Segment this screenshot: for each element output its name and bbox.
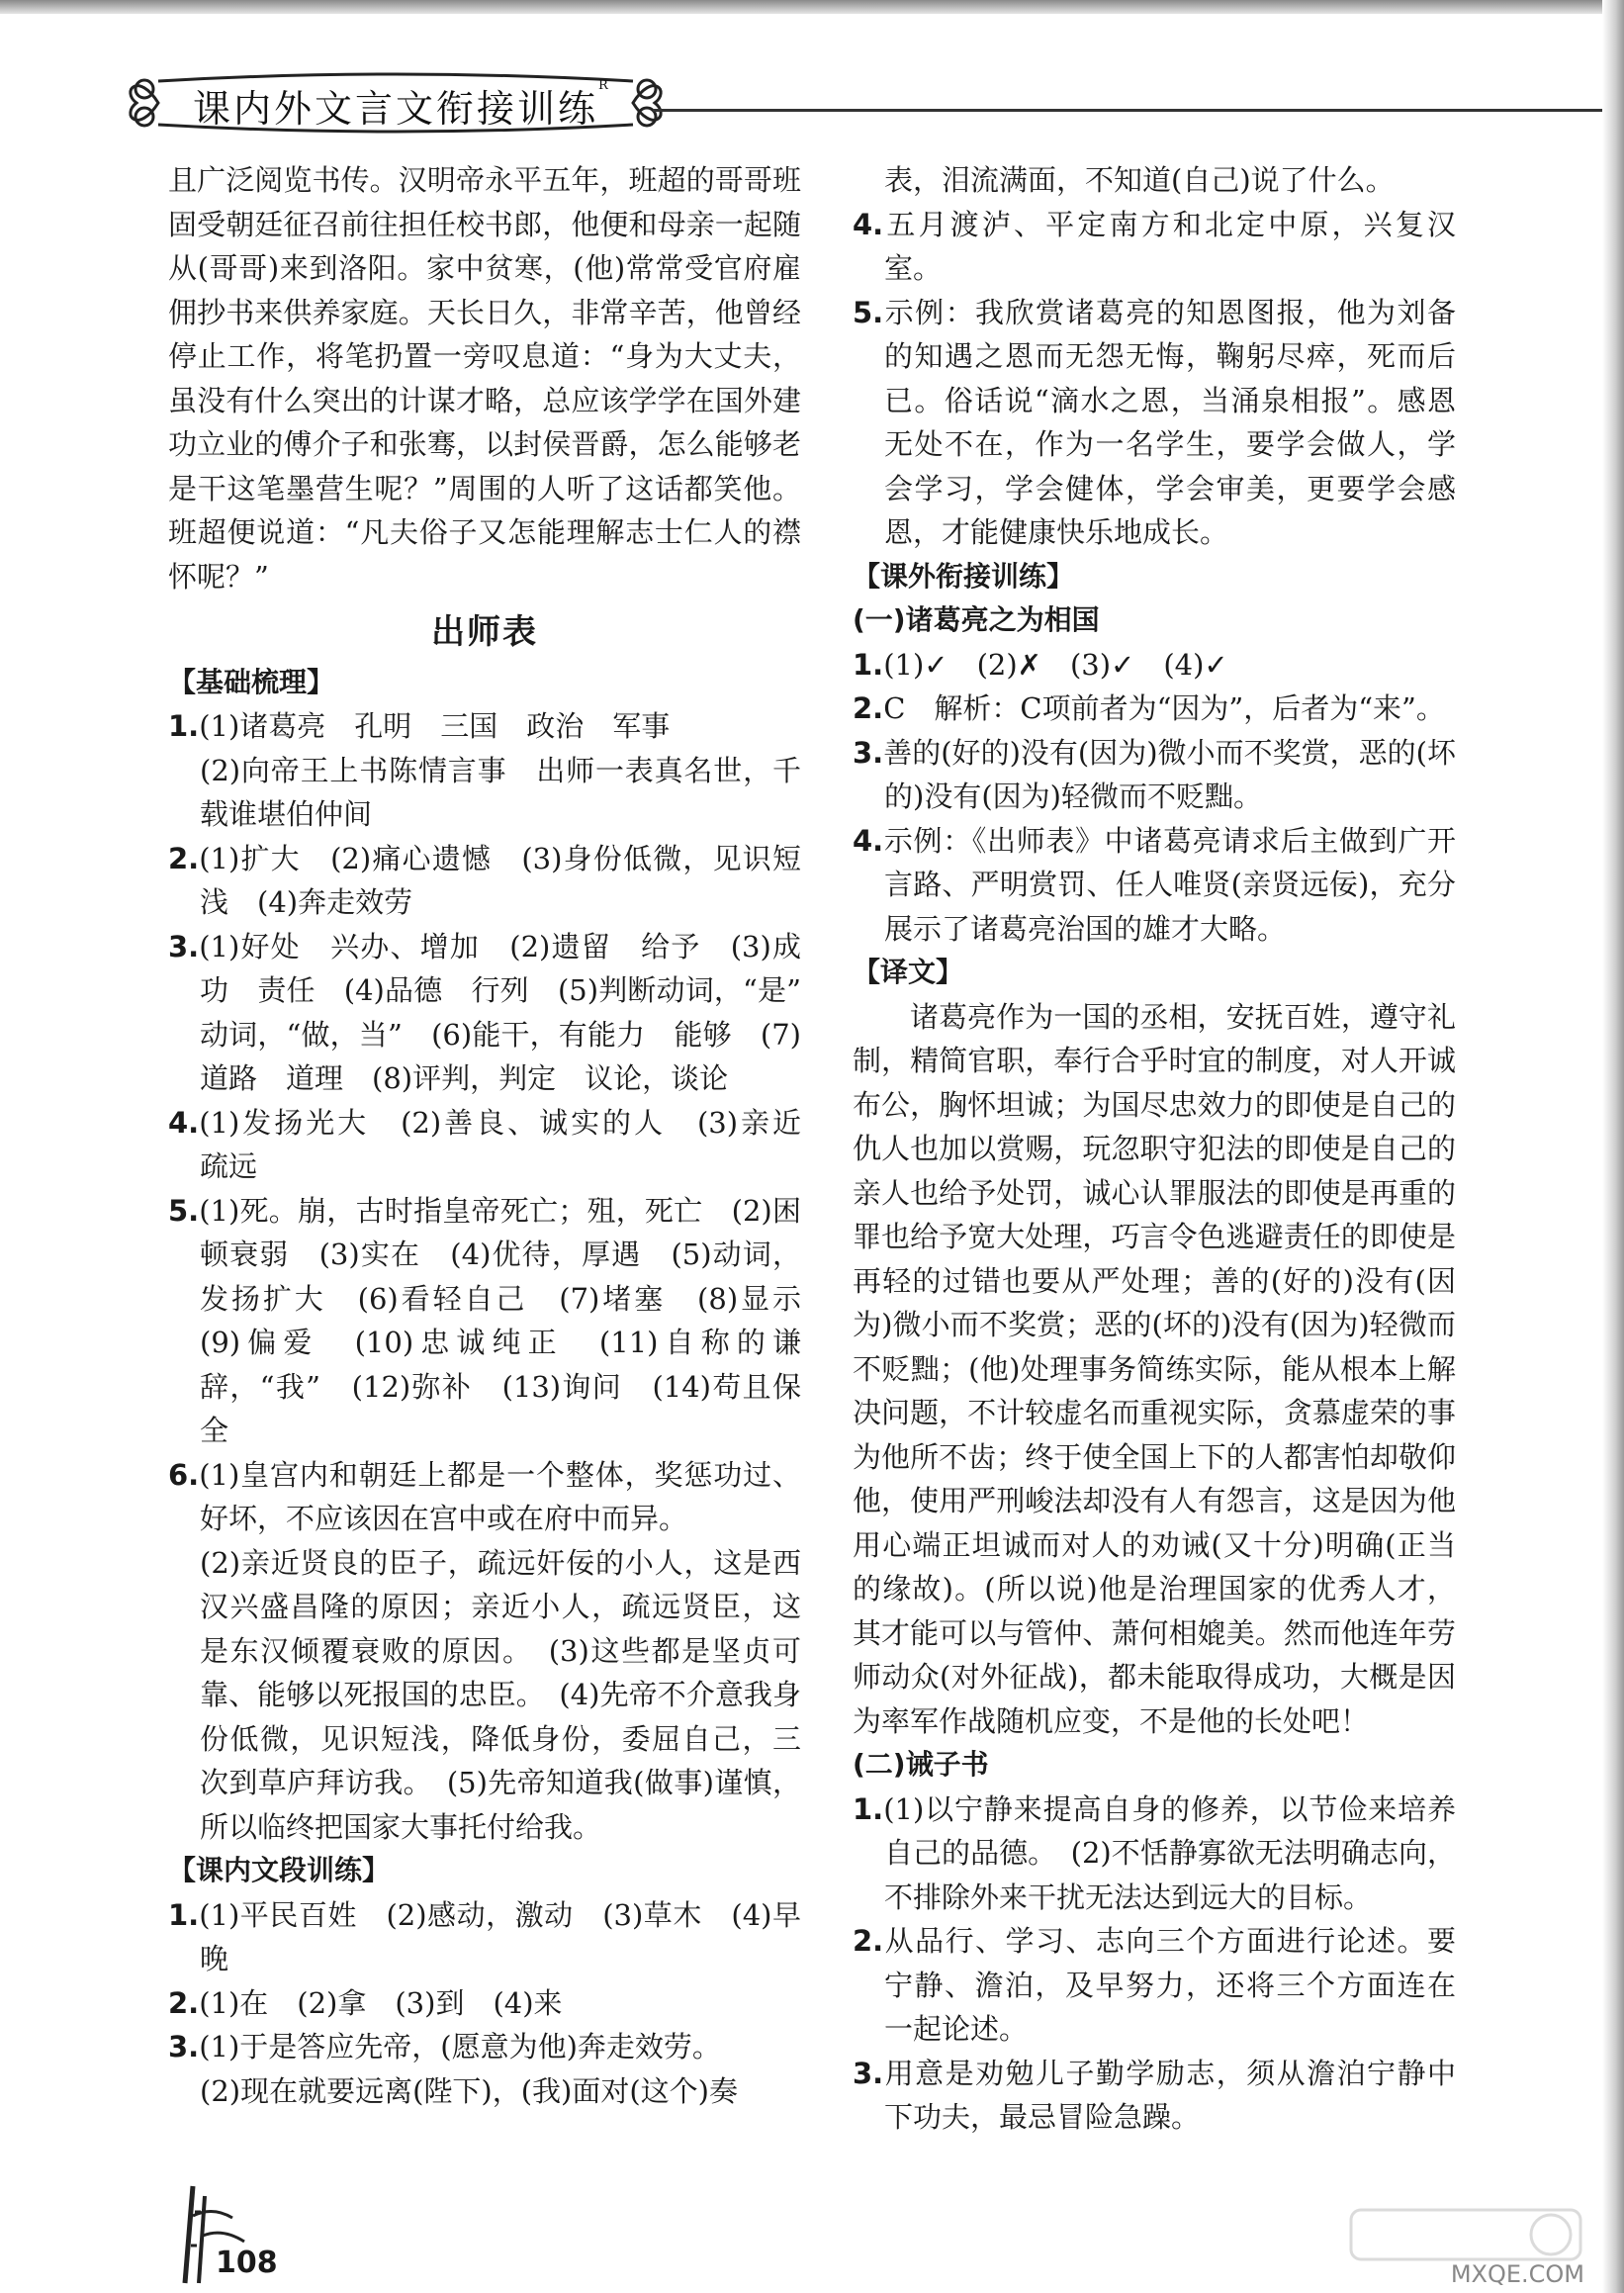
item-number: 1. [853, 647, 884, 682]
item-number: 3. [168, 2030, 200, 2064]
item-number: 3. [168, 929, 200, 963]
watermark-text: MXQE.COM [1450, 2260, 1584, 2288]
jiezi-item-1 [853, 1788, 1456, 1920]
basic-item-3 [168, 925, 831, 1101]
header-banner [119, 61, 673, 144]
item-text: 善的(好的)没有(因为)微小而不奖赏，恶的(坏的)没有(因为)轻微而不贬黜。 [883, 735, 1456, 813]
outside-item-4 [853, 819, 1456, 952]
item-number: 4. [853, 207, 884, 241]
item-text: (1)在 (2)拿 (3)到 (4)来 [199, 1985, 563, 2020]
header-title-text: 课内外文言文衔接训练 [193, 87, 599, 131]
item-number: 5. [168, 1193, 200, 1228]
item-text: (1)平民百姓 (2)感动，激动 (3)草木 (4)早晚 [199, 1897, 801, 1975]
intro-paragraph: 且广泛阅览书传。汉明帝永平五年，班超的哥哥班固受朝廷征召前往担任校书郎，他便和母亲一起随从(哥哥)来到洛阳。家中贫寒，(他)常常受官府雇佣抄书来供养家庭。天长日久，非常辛苦，他曾经停止工作，将笔扔置一旁叹息道：“身为大丈夫，虽没有什么突出的计谋才略，总应该学学在国外建功立业的傅介子和张骞，以封侯晋爵，怎么能够老是干这笔墨营生呢？”周围的人听了这话都笑他。班超便说道：“凡夫俗子又怎能理解志士仁人的襟怀呢？” [168, 163, 801, 594]
item-number: 1. [168, 1897, 200, 1932]
outside-item-3 [853, 731, 1456, 819]
header-title [193, 78, 611, 133]
item-text: 用意是劝勉儿子勤学励志，须从澹泊宁静中下功夫，最忌冒险急躁。 [883, 2056, 1456, 2134]
basic-item-6-line-2: (2)亲近贤良的臣子，疏远奸佞的小人，这是西汉兴盛昌隆的原因；亲近小人，疏远贤臣，这是东汉倾覆衰败的原因。 (3)这些都是坚贞可靠、能够以死报国的忠臣。 (4)先帝不介意我身份低微，见识短浅，降低身份，委屈自己，三次到草庐拜访我。 (5)先帝知道我(做事)谨慎，所以临终把国家大事托付给我。 [200, 1545, 801, 1844]
left-column [168, 158, 831, 2113]
basic-item-2 [168, 837, 801, 925]
item-number: 4. [853, 823, 884, 858]
translation-paragraph: 诸葛亮作为一国的丞相，安抚百姓，遵守礼制，精简官职，奉行合乎时宜的制度，对人开诚布公，胸怀坦诚；为国尽忠效力的即使是自己的仇人也加以赏赐，玩忽职守犯法的即使是自己的亲人也给予处罚，诚心认罪服法的即使是再重的罪也给予宽大处理，巧言令色逃避责任的即使是再轻的过错也要从严处理；善的(好的)没有(因为)微小而不奖赏；恶的(坏的)没有(因为)轻微而不贬黜；(他)处理事务简练实际，能从根本上解决问题，不计较虚名而重视实际，贪慕虚荣的事为他所不齿；终于使全国上下的人都害怕却敬仰他，使用严刑峻法却没有人有怨言，这是因为他用心端正坦诚而对人的劝诫(又十分)明确(正当的缘故)。(所以说)他是治理国家的优秀人才，其才能可以与管仲、萧何相媲美。然而他连年劳师动众(对外征战)，都未能取得成功，大概是因为率军作战随机应变，不是他的长处吧！ [853, 999, 1456, 1738]
item-text: (1)于是答应先帝，(愿意为他)奔走效劳。 [199, 2030, 721, 2064]
item-number: 4. [168, 1105, 200, 1140]
item-text: 五月渡泸、平定南方和北定中原，兴复汉室。 [883, 207, 1456, 285]
jiezi-item-3 [853, 2052, 1456, 2140]
item-number: 1. [168, 709, 200, 743]
item-text: 从品行、学习、志向三个方面进行论述。要宁静、澹泊，及早努力，还将三个方面连在一起论述。 [883, 1924, 1456, 2046]
page-binding-shadow [1602, 0, 1624, 2293]
item-text: (1)以宁静来提高自身的修养，以节俭来培养自己的品德。 (2)不恬静寡欲无法明确志向，不排除外来干扰无法达到远大的目标。 [883, 1791, 1456, 1914]
registered-mark: R [598, 78, 611, 93]
item-number: 2. [853, 691, 884, 725]
basic-item-1 [168, 704, 801, 749]
item-text: (1)皇宫内和朝廷上都是一个整体，奖惩功过、好坏，不应该因在宫中或在府中而异。 [199, 1457, 801, 1535]
item-text: (1)扩大 (2)痛心遗憾 (3)身份低微，见识短浅 (4)奔走效劳 [199, 841, 801, 919]
basic-item-4 [168, 1101, 831, 1189]
answer-item-4 [853, 203, 1456, 291]
right-column [853, 158, 1456, 2140]
item-text: (1)诸葛亮 孔明 三国 政治 军事 [199, 709, 671, 743]
article-title: 出师表 [431, 612, 538, 652]
item-number: 5. [853, 295, 884, 329]
item-number: 2. [168, 1985, 200, 2020]
inclass-item-1 [168, 1893, 801, 1981]
item-text: 示例：我欣赏诸葛亮的知恩图报，他为刘备的知遇之恩而无怨无悔，鞠躬尽瘁，死而后已。俗话说“滴水之恩，当涌泉相报”。感恩无处不在，作为一名学生，要学会做人，学会学习，学会健体，学会审美，更要学会感恩，才能健康快乐地成长。 [883, 295, 1456, 549]
answer-item-5 [853, 291, 1456, 555]
item-text: (1)发扬光大 (2)善良、诚实的人 (3)亲近 疏远 [199, 1105, 831, 1183]
subsection-two-heading: (二)诫子书 [853, 1748, 989, 1781]
inclass-item-3 [168, 2025, 801, 2069]
section-inclass-heading: 【课内文段训练】 [168, 1854, 391, 1886]
item-number: 3. [853, 2056, 884, 2090]
basic-item-6 [168, 1453, 801, 1541]
jiezi-item-2 [853, 1919, 1456, 2052]
inclass-item-2 [168, 1981, 801, 2026]
subsection-one-heading: (一)诸葛亮之为相国 [853, 603, 1100, 636]
item-text: 示例：《出师表》中诸葛亮请求后主做到广开言路、严明赏罚、任人唯贤(亲贤远佞)，充分展示了诸葛亮治国的雄才大略。 [883, 823, 1456, 946]
item-number: 1. [853, 1791, 884, 1826]
item-number: 3. [853, 735, 884, 770]
basic-item-5 [168, 1189, 831, 1453]
item-number: 2. [168, 841, 200, 875]
header-rule [653, 109, 1602, 112]
basic-item-1-line-2: (2)向帝王上书陈情言事 出师一表真名世，千载谁堪伯仲间 [200, 753, 801, 831]
section-outside-heading: 【课外衔接训练】 [853, 559, 1075, 593]
section-translation-heading: 【译文】 [853, 956, 964, 988]
outside-item-1 [853, 643, 1456, 688]
item-number: 2. [853, 1924, 884, 1958]
page-number: 108 [216, 2246, 278, 2280]
inclass-item-3-line-2: (2)现在就要远离(陛下)，(我)面对(这个)奏 [200, 2073, 738, 2108]
section-basic-heading: 【基础梳理】 [168, 665, 335, 698]
outside-item-2 [853, 687, 1456, 731]
page-top-edge [0, 0, 1624, 14]
item-text: (1)好处 兴办、增加 (2)遗留 给予 (3)成功 责任 (4)品德 行列 (5)判断动词，“是” 动词，“做，当” (6)能干，有能力 能够 (7)道路 道理 (8)评判，判定 议论，谈论 [199, 929, 831, 1095]
item-text: (1)✓ (2)✗ (3)✓ (4)✓ [883, 647, 1228, 682]
continued-line: 表，泪流满面，不知道(自己)说了什么。 [884, 163, 1395, 197]
item-text: C 解析：C项前者为“因为”，后者为“来”。 [883, 691, 1445, 725]
item-text: (1)死。崩，古时指皇帝死亡；殂，死亡 (2)困顿衰弱 (3)实在 (4)优待，厚遇 (5)动词，发扬扩大 (6)看轻自己 (7)堵塞 (8)显示 (9)偏爱 (10)忠诚纯正 (11)自称的谦辞，“我” (12)弥补 (13)询问 (14)苟且保全 [199, 1193, 831, 1447]
item-number: 6. [168, 1457, 200, 1492]
